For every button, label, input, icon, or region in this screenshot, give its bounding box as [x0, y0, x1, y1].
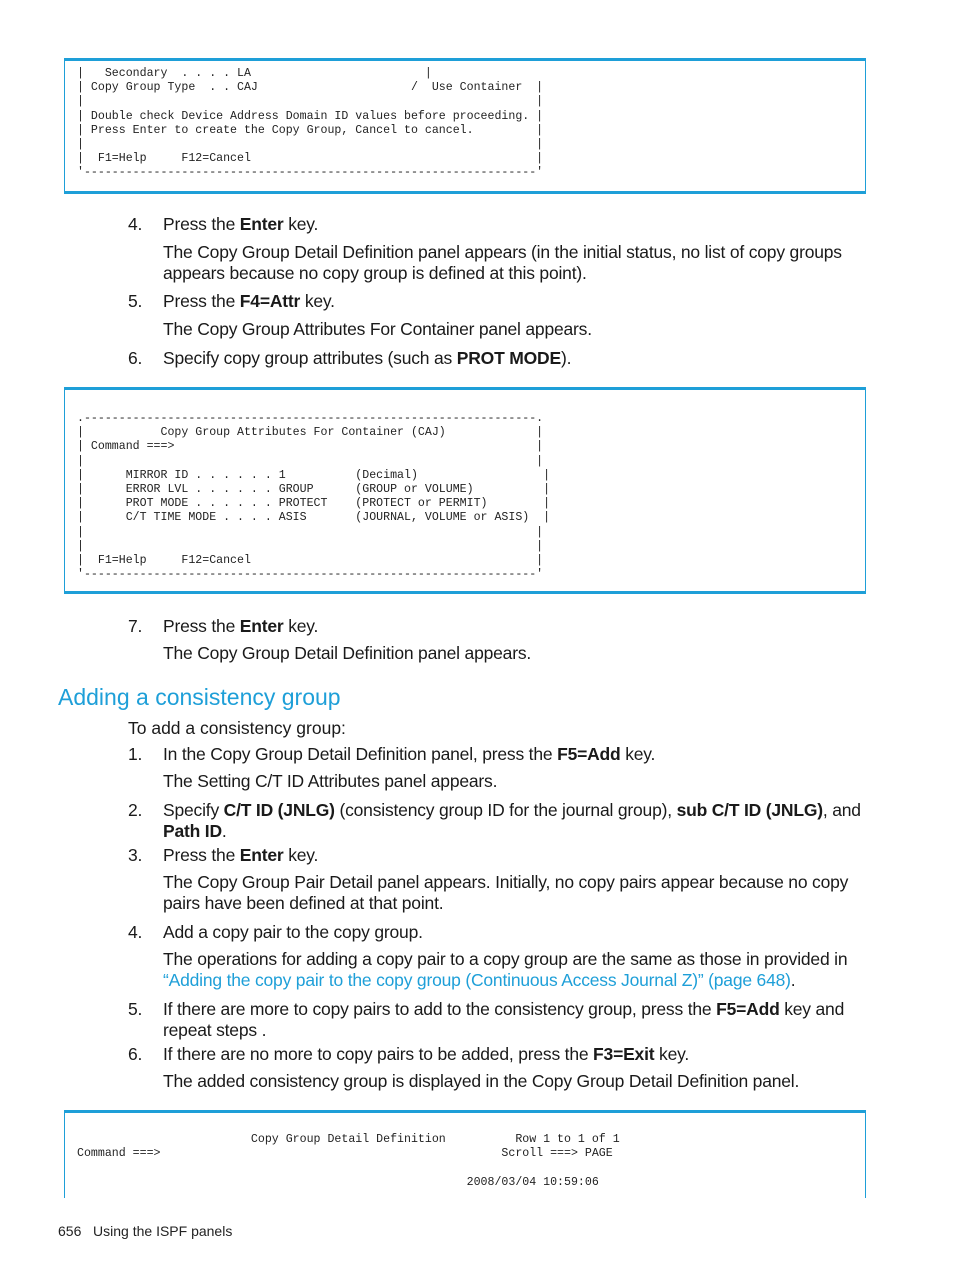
- step-5-description: The Copy Group Attributes For Container panel appears.: [163, 319, 592, 339]
- terminal-panel-copy-group-attributes: [64, 387, 866, 594]
- terminal-panel-create-copy-group: [64, 58, 866, 194]
- cg-step-3-description: The Copy Group Pair Detail panel appears. Initially, no copy pairs appear because no copy pairs have been defined at that point.: [163, 872, 849, 913]
- cross-reference-link[interactable]: “Adding the copy pair to the copy group (Continuous Access Journal Z)” (page 648): [163, 970, 791, 990]
- page-number: 656: [58, 1223, 82, 1239]
- terminal-text: .-----------------------------------------------------------------. | Copy Group Attributes For Container (CAJ) | | Command ===> | | | | MIRROR ID . . . . . . 1 (Decimal) | | ERROR LVL . . . . . . GROUP (GROUP or VOLUME) | | PROT MODE . . . . . . PROTECT (PROTECT or PERMIT) | | C/T TIME MODE . . . . ASIS (JOURNAL, VOLUME or ASIS) | | | | | | F1=Help F12=Cancel | '-----------------------------------------------------------------': [77, 412, 551, 582]
- step-4-description: The Copy Group Detail Definition panel appears (in the initial status, no list of copy groups appears because no copy group is defined at this point).: [163, 242, 842, 283]
- terminal-text: Copy Group Detail Definition Row 1 to 1 of 1 Command ===> Scroll ===> PAGE 2008/03/04 10:59:06: [77, 1133, 620, 1189]
- terminal-text: | Secondary . . . . LA | | Copy Group Type . . CAJ / Use Container | | | | Double check Device Address Domain ID values before proceeding. | | Press Enter to create the Copy Group, Cancel to cancel. | | | | F1=Help F12=Cancel | '-----------------------------------------------------------------': [77, 67, 544, 180]
- page-footer: [58, 1223, 232, 1239]
- cg-step-1-description: The Setting C/T ID Attributes panel appears.: [163, 771, 498, 791]
- cg-step-4-description: The operations for adding a copy pair to a copy group are the same as those in provided in “Adding the copy pair to the copy group (Continuous Access Journal Z)” (page 648).: [163, 949, 848, 990]
- step-7-description: The Copy Group Detail Definition panel appears.: [163, 643, 532, 663]
- section-heading: Adding a consistency group: [58, 684, 341, 710]
- terminal-panel-copy-group-detail: [64, 1110, 866, 1198]
- footer-title: Using the ISPF panels: [93, 1223, 233, 1239]
- cg-step-6-description: The added consistency group is displayed in the Copy Group Detail Definition panel.: [163, 1071, 800, 1091]
- section-intro: To add a consistency group:: [128, 718, 346, 738]
